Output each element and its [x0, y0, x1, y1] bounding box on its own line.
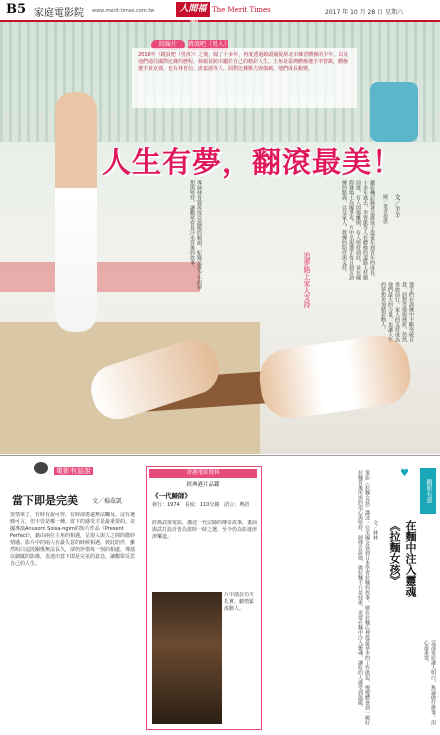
section-number: B5 — [6, 2, 27, 17]
info-box-film-title: 《一代歸師》 — [152, 492, 191, 500]
info-box-subtitle: 經典港片品鑑 — [186, 482, 220, 488]
feature-intro: 2016年《跳浪吧（男孩）》之後，隔了十多年，再度透過鏡頭捕捉新北市練習體操的少年，以及他們通往國際比賽的歷程，發掘並跨出屬於自己的精彩人生。主角是臺灣體操選手李智凱，體操選手黃克強，也有林育信、唐嘉鴻等人，面對比賽壓力與傷痛，他們成長蛻變。 — [138, 52, 349, 72]
info-box-description: 經典武俠電影，講述一代宗師的傳奇故事，畫面與武打設計皆為當時一時之選，至今仍為影迷津津樂道。 — [152, 520, 257, 540]
feature-subheading: 追夢路上家人支持 — [303, 252, 311, 308]
gymnast-photo-seated — [370, 82, 418, 142]
feature-byline: 文／羊羊 — [393, 194, 400, 218]
heart-icon: ♥ — [400, 468, 409, 479]
review-title: 當下即是完美 — [12, 494, 78, 507]
website-url[interactable]: www.merit-times.com.tw — [92, 8, 155, 14]
masthead — [0, 0, 440, 22]
film-type-tag: 院線片 — [151, 40, 185, 50]
article-body-2: 這部電影讓人明白，無論做什麼事，用心最重要。 — [423, 640, 436, 725]
feature-body-column-b: 導演林育賢再度以溫暖的鏡頭，紀錄這群少年的夢想與堅持，讓觀眾看見汗水背後的故事。 — [189, 180, 202, 290]
film-poster-image — [152, 592, 222, 724]
newspaper-logo-en: The Merit Times — [212, 6, 271, 14]
issue-date: 2017 年 10 月 28 日 星期六 — [325, 9, 403, 16]
feature-body-column-c: 選手們在訓練中不斷突破自我，面對受傷與挫折，仍然勇敢前行。家人的支持成為他們最大的力量，也讓人生的夢想更加精彩動人。 — [380, 282, 414, 342]
film-reel-icon — [34, 462, 48, 474]
film-title-tag: 跳浪吧（男人） — [188, 41, 231, 48]
section-divider — [0, 455, 440, 456]
article-film-title: 《拉麵女孩》 — [388, 520, 401, 586]
review-section-badge: 電影有話說 — [56, 467, 91, 475]
category-badge: 觀影有感 — [420, 468, 436, 514]
review-author: 文／楊茲凱 — [92, 498, 123, 505]
article-body: 電影《拉麵女孩》講述一位美國女孩到日本學習拉麵的故事。她在拉麵店裡從最基本的工作做起，慢慢體會到一碗好拉麵背後所需的用心與堅持。師傅告訴她，做拉麵不只是技術，更要在麵中注入靈魂，讓吃的人感受到溫暖。 — [357, 470, 370, 725]
review-body: 愛情來了，有時有說可得，有時卻遙遠無法觸及。沒有遺憾可言，但不管是哪一種，當下的感受才是最重要的。美國導演Anusorn Soisa-ngim的短片作品《Present Perfect》，藉由兩位主角的相遇，呈現人與人之間的微妙情感。影片中的兩人在最失意的時候相遇，彼此陪伴，雖然明白這段關係無法長久，卻仍珍惜每一刻的相處。導演以細膩的影像，表達出當下即是完美的意念，讓觀眾反思自己的人生。 — [10, 512, 136, 567]
info-box-header: 香港電影資料 — [149, 469, 257, 478]
section-name: 家庭電影院 — [34, 8, 84, 19]
photo-credit: 圖／業者提供 — [382, 194, 388, 224]
info-box-description-2: 片中演員功夫扎實，劇情緊湊動人。 — [224, 592, 255, 612]
article-title: 在麵中注入靈魂 — [404, 520, 417, 597]
info-box-meta: 發行：1974 長度：110分鐘 語言：粵語 — [152, 502, 250, 508]
article-author: 文／林林 — [372, 520, 378, 540]
newspaper-logo: 人間福 — [176, 2, 210, 17]
feature-headline: 人生有夢，翻滾最美！ — [102, 145, 403, 179]
gymnast-photo-rings — [55, 92, 97, 332]
feature-body-column-a: 攝影機記錄著這群孩子從童年到青年的成長。十多年過去，李智凱等人在體操的道路上持續前進，有人因傷離開，有人堅持到底，並在國際賽場上為國爭光。片中呈現選手每日刻苦訓練的點滴，以及家人、教練的陪伴與支持。 — [341, 180, 375, 280]
